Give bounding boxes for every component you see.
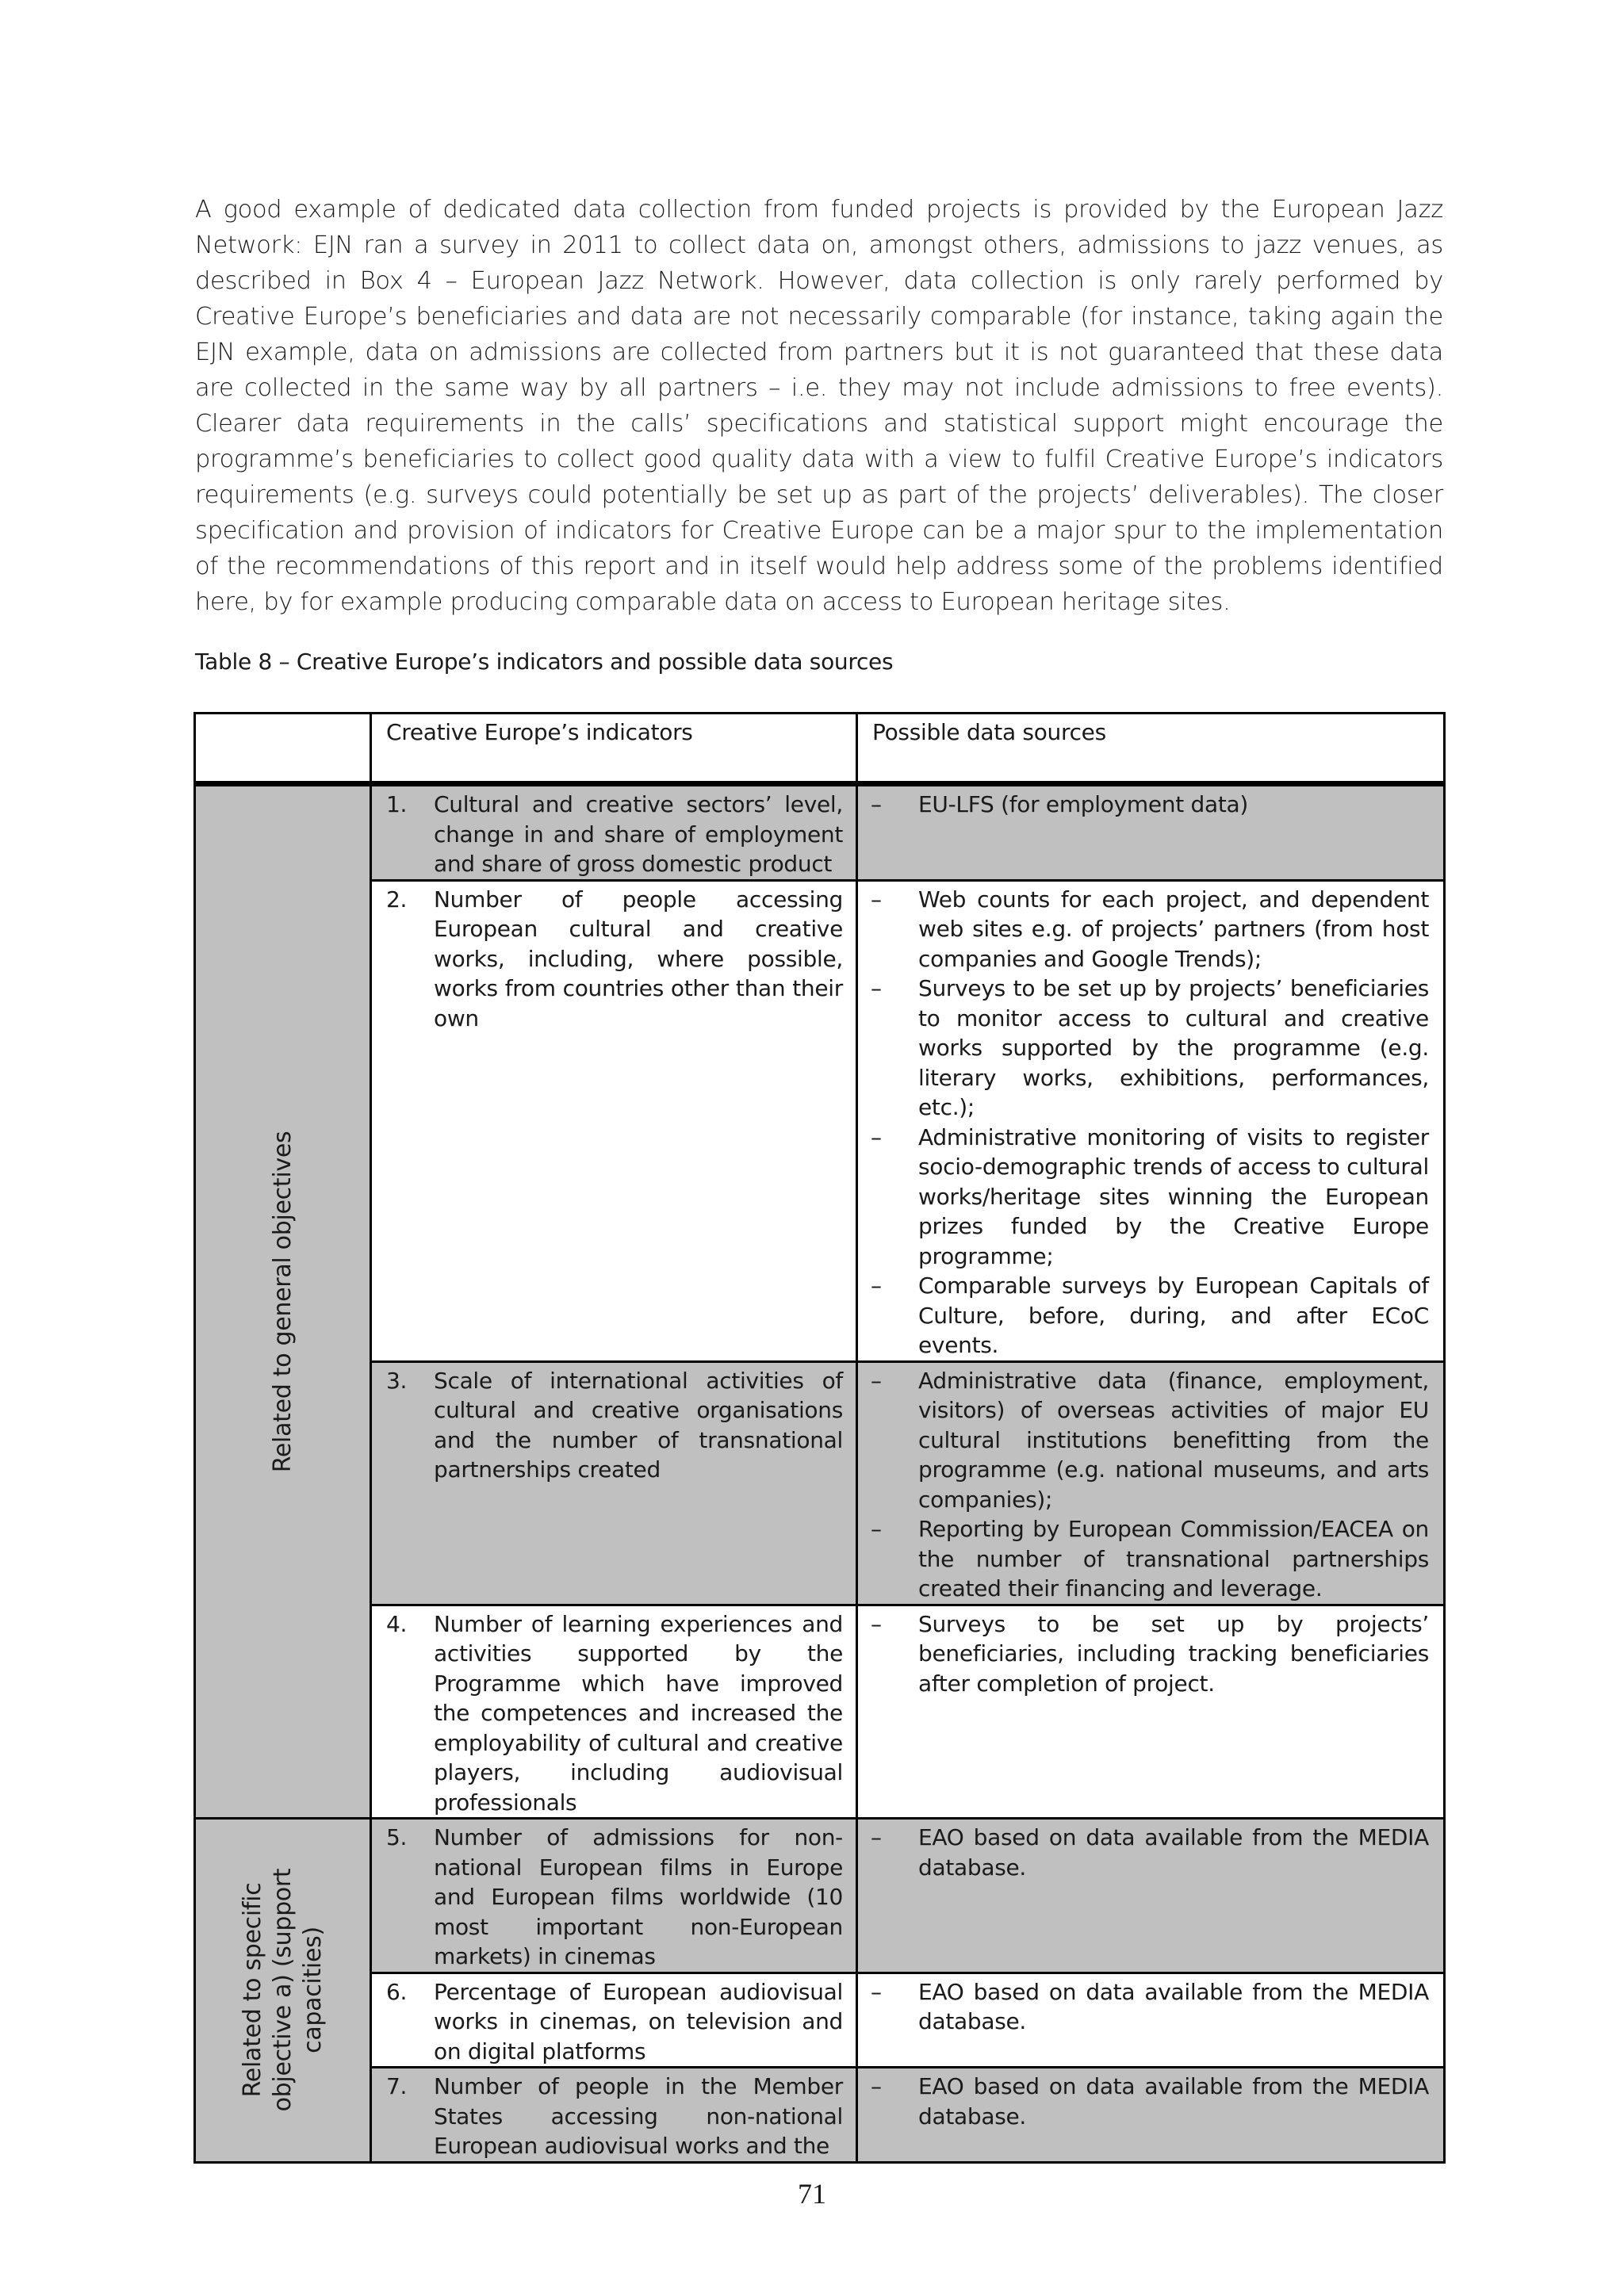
table-row	[195, 2068, 1445, 2163]
indicator-number: 4.	[386, 1610, 408, 1637]
group-label: Related to general objectives	[268, 1131, 297, 1473]
indicator-number: 3.	[386, 1367, 408, 1394]
indicator-cell	[371, 784, 857, 881]
indicator-text: Number of admissions for non-national European films in Europe and European films worldwide (10 most important non-European markets) in cinemas	[434, 1824, 843, 1969]
indicator-text: Scale of international activities of cultural and creative organisations and the number of transnational partnerships created	[434, 1367, 843, 1483]
source-item: – EAO based on data available from the MEDIA database.	[871, 1824, 1429, 1881]
table-row	[195, 1361, 1445, 1605]
source-cell	[857, 880, 1445, 1361]
source-cell	[857, 2068, 1445, 2163]
table-row	[195, 784, 1445, 881]
table-row	[195, 1819, 1445, 1973]
indicator-number: 5.	[386, 1824, 408, 1850]
indicator-text: Number of learning experiences and activities supported by the Programme which have improved the competences and increased the employability of cultural and creative players, including audiovisual professionals	[434, 1610, 843, 1816]
source-cell	[857, 1819, 1445, 1973]
source-cell	[857, 1361, 1445, 1605]
group-general-objectives	[195, 784, 371, 1819]
indicator-cell	[371, 880, 857, 1361]
source-item: – Administrative data (finance, employment, visitors) of overseas activities of major EU cultural institutions benefitting from the programme (e.g. national museums, and arts companies);	[871, 1367, 1429, 1513]
indicator-number: 1.	[386, 791, 408, 817]
source-item: – Administrative monitoring of visits to register socio-demographic trends of access to cultural works/heritage sites winning the European prizes funded by the Creative Europe programme;	[871, 1123, 1429, 1269]
indicator-number: 6.	[386, 1978, 408, 2005]
header-data-sources: Possible data sources	[857, 714, 1445, 784]
indicator-text: Number of people in the Member States accessing non-national European audiovisual works and the	[434, 2073, 843, 2159]
header-indicators: Creative Europe’s indicators	[371, 714, 857, 784]
source-cell	[857, 1605, 1445, 1819]
indicator-text: Number of people accessing European cultural and creative works, including, where possible, works from countries other than their own	[434, 886, 843, 1031]
header-blank-cell	[195, 714, 371, 784]
indicator-number: 2.	[386, 886, 408, 913]
table-row	[195, 880, 1445, 1361]
indicator-cell	[371, 1605, 857, 1819]
indicators-table	[193, 712, 1446, 2164]
indicator-text: Percentage of European audiovisual works in cinemas, on television and on digital platforms	[434, 1978, 843, 2064]
indicator-number: 7.	[386, 2073, 408, 2099]
group-label: Related to specific objective a) (support capacities)	[238, 1868, 327, 2112]
group-specific-objective-a	[195, 1819, 371, 2163]
indicator-cell	[371, 1819, 857, 1973]
table-row	[195, 1973, 1445, 2068]
page-number: 71	[798, 2178, 826, 2210]
source-cell	[857, 1973, 1445, 2068]
source-item: – Web counts for each project, and dependent web sites e.g. of projects’ partners (from host companies and Google Trends);	[871, 886, 1429, 972]
indicator-cell	[371, 2068, 857, 2163]
source-item: – EAO based on data available from the MEDIA database.	[871, 2073, 1429, 2130]
indicator-text: Cultural and creative sectors’ level, change in and share of employment and share of gross domestic product	[434, 791, 843, 877]
indicator-cell	[371, 1973, 857, 2068]
table-caption: Table 8 – Creative Europe’s indicators and possible data sources	[195, 649, 894, 675]
source-cell	[857, 784, 1445, 881]
source-item: – Reporting by European Commission/EACEA on the number of transnational partnerships created their financing and leverage.	[871, 1516, 1429, 1601]
source-item: – EAO based on data available from the MEDIA database.	[871, 1978, 1429, 2034]
source-item: – Comparable surveys by European Capitals of Culture, before, during, and after ECoC events.	[871, 1272, 1429, 1358]
source-item: – EU-LFS (for employment data)	[871, 791, 1248, 817]
source-item: – Surveys to be set up by projects’ beneficiaries to monitor access to cultural and creative works supported by the programme (e.g. literary works, exhibitions, performances, etc.);	[871, 975, 1429, 1120]
body-paragraph: A good example of dedicated data collection from funded projects is provided by the European Jazz Network: EJN ran a survey in 2011 to collect data on, amongst others, admissions to jazz venues, as described in Box 4 – European Jazz Network. However, data collection is only rarely performed by Creative Europe’s beneficiaries and data are not necessarily comparable (for instance, taking again the EJN example, data on admissions are collected from partners but it is not guaranteed that these data are collected in the same way by all partners – i.e. they may not include admissions to free events). Clearer data requirements in the calls’ specifications and statistical support might encourage the programme’s beneficiaries to collect good quality data with a view to fulfil Creative Europe’s indicators requirements (e.g. surveys could potentially be set up as part of the projects’ deliverables). The closer specification and provision of indicators for Creative Europe can be a major spur to the implementation of the recommendations of this report and in itself would help address some of the problems identified here, by for example producing comparable data on access to European heritage sites.	[195, 196, 1443, 616]
table-header-row	[195, 714, 1445, 784]
table-row	[195, 1605, 1445, 1819]
source-item: – Surveys to be set up by projects’ beneficiaries, including tracking beneficiaries after completion of project.	[871, 1610, 1429, 1697]
indicator-cell	[371, 1361, 857, 1605]
